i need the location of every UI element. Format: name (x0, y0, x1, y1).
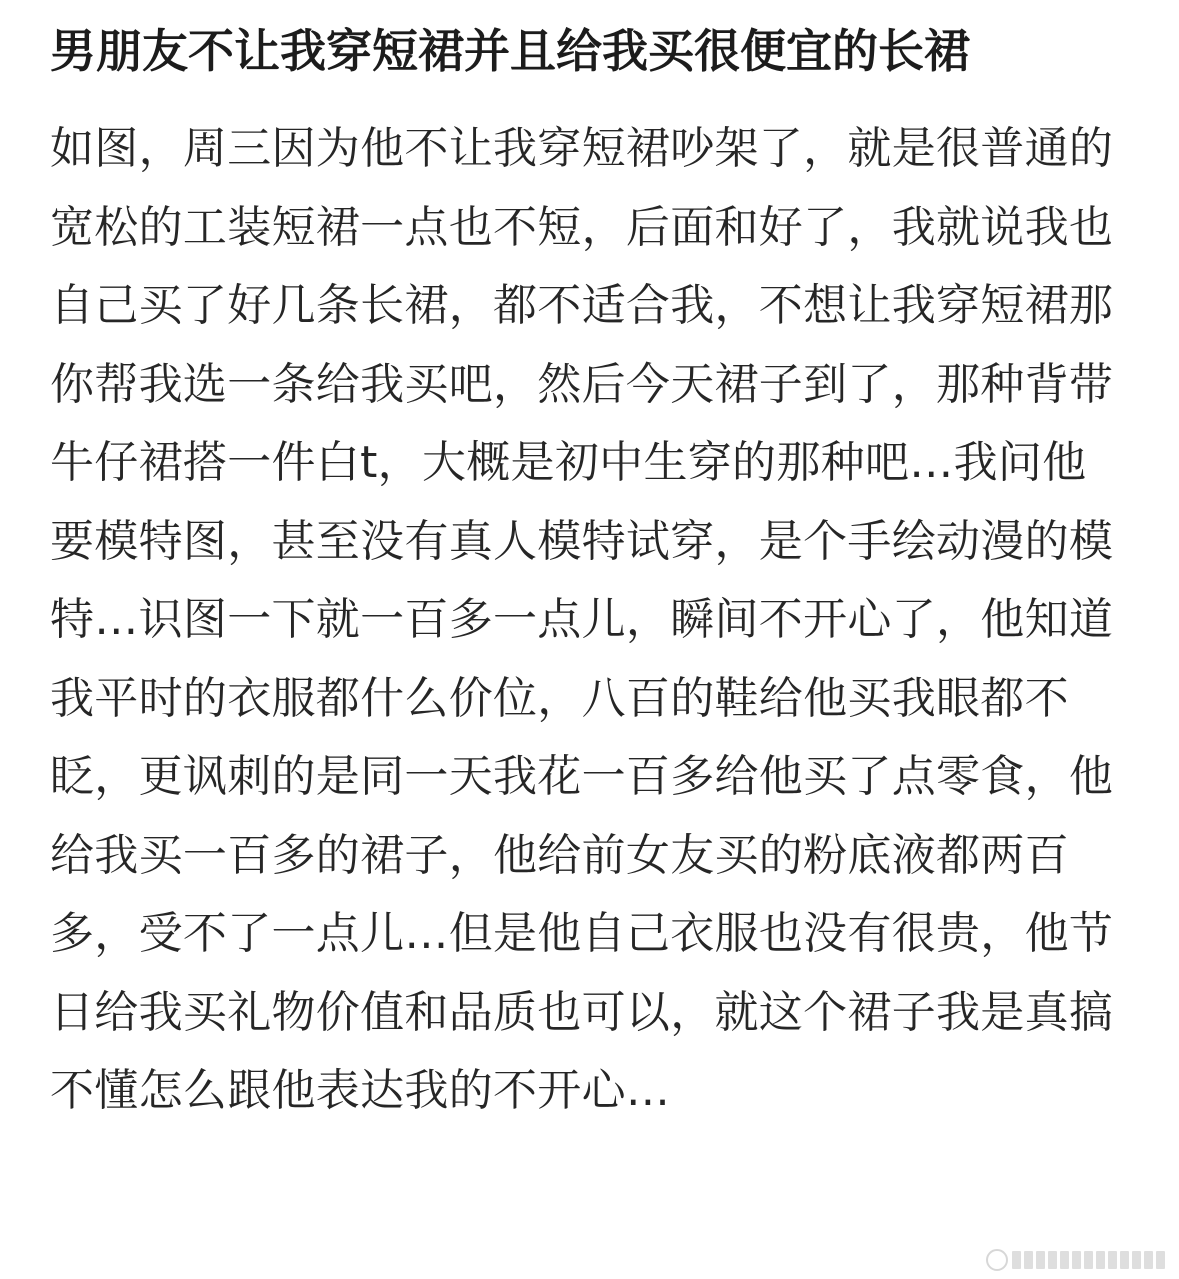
weibo-watermark-icon (986, 1249, 1008, 1271)
post-body: 如图，周三因为他不让我穿短裙吵架了，就是很普通的宽松的工装短裙一点也不短，后面和好了，我就说我也自己买了好几条长裙，都不适合我，不想让我穿短裙那你帮我选一条给我买吧，然后今天裙子到了，那种背带牛仔裙搭一件白t，大概是初中生穿的那种吧…我问他要模特图，甚至没有真人模特试穿，是个手绘动漫的模特…识图一下就一百多一点儿，瞬间不开心了，他知道我平时的衣服都什么价位，八百的鞋给他买我眼都不眨，更讽刺的是同一天我花一百多给他买了点零食，他给我买一百多的裙子，他给前女友买的粉底液都两百多，受不了一点儿…但是他自己衣服也没有很贵，他节日给我买礼物价值和品质也可以，就这个裙子我是真搞不懂怎么跟他表达我的不开心… (50, 123, 1114, 1116)
watermark-bars-icon (1012, 1251, 1165, 1269)
watermark (986, 1249, 1165, 1271)
post-container (50, 14, 1130, 1131)
post-title: 男朋友不让我穿短裙并且给我买很便宜的长裙 (50, 24, 970, 78)
